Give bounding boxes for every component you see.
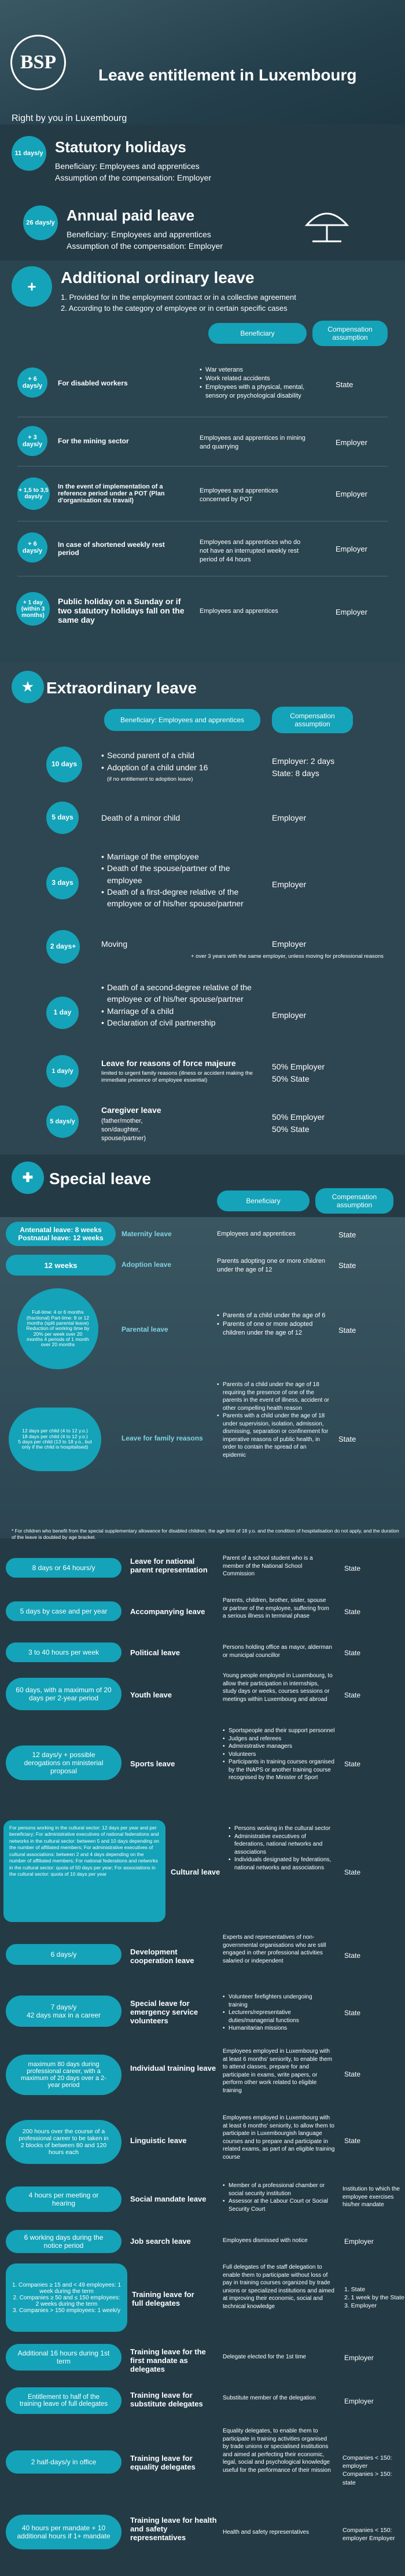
row-badge: 5 days/y bbox=[46, 1105, 79, 1138]
additional-row bbox=[0, 521, 405, 576]
row-beneficiary bbox=[223, 2182, 333, 2213]
extra-row bbox=[0, 845, 405, 920]
row-label: Training leave for full delegates bbox=[132, 2290, 194, 2307]
row-compensation: State bbox=[338, 1435, 356, 1443]
row-compensation: State bbox=[344, 1691, 361, 1699]
col-beneficiary-header: Beneficiary bbox=[217, 1190, 310, 1211]
row-label: Adoption leave bbox=[122, 1261, 172, 1269]
row-note: (if no entitlement to adoption leave) bbox=[107, 776, 193, 782]
extraordinary-title: Extraordinary leave bbox=[46, 679, 197, 697]
row-badge: 4 hours per meeting or hearing bbox=[6, 2187, 122, 2212]
row-label: Special leave for emergency service volunteers bbox=[130, 1999, 198, 2025]
row-beneficiary bbox=[217, 1381, 330, 1459]
extra-row bbox=[0, 1050, 405, 1097]
row-compensation: State bbox=[344, 2137, 361, 2145]
row-badge: 12 weeks bbox=[6, 1255, 116, 1276]
special-row bbox=[0, 2260, 405, 2335]
row-label: Political leave bbox=[130, 1648, 180, 1657]
col-beneficiary-header: Beneficiary bbox=[208, 323, 307, 344]
special-top-row bbox=[0, 1251, 405, 1280]
list-item: • Persons working in the cultural sector bbox=[229, 1825, 333, 1833]
row-compensation: 1. State 2. 1 week by the State 3. Employer bbox=[344, 2286, 404, 2310]
row-badge: + 1 day (within 3 months) bbox=[16, 592, 50, 626]
row-badge: Additional 16 hours during 1st term bbox=[6, 2344, 122, 2371]
row-beneficiary bbox=[223, 1993, 333, 2033]
row-compensation: State bbox=[344, 2009, 361, 2017]
row-beneficiary bbox=[200, 366, 315, 400]
col-beneficiary-header: Beneficiary: Employees and apprentices bbox=[104, 709, 260, 731]
row-badge: 3 to 40 hours per week bbox=[6, 1642, 122, 1662]
row-compensation: Employer: 2 days State: 8 days bbox=[272, 756, 335, 778]
row-compensation: 50% Employer 50% State bbox=[272, 1062, 325, 1083]
list-item: • Assessor at the Labour Court or Social Security Court bbox=[223, 2197, 333, 2213]
special-row bbox=[0, 1725, 405, 1811]
additional-title: Additional ordinary leave bbox=[61, 269, 255, 286]
annual-line2: Assumption of the compensation: Employer bbox=[67, 241, 223, 251]
special-top-row bbox=[0, 1377, 405, 1525]
page-title: Leave entitlement in Luxembourg bbox=[98, 66, 357, 84]
list-item: • Judges and referees bbox=[223, 1735, 336, 1743]
footnote: * For children who benefit from the special supplementary allowance for disabled children, the age limit of 18 y.o. and the condition of hospitalisation do not apply, and the duration of the leave is doubled by age bracket. bbox=[12, 1528, 399, 1541]
list-item: • Administrative managers bbox=[223, 1743, 336, 1751]
row-compensation: State bbox=[336, 380, 354, 389]
row-compensation: Employer bbox=[336, 438, 367, 447]
special-row bbox=[0, 2110, 405, 2173]
special-list bbox=[0, 1551, 405, 2575]
statutory-section bbox=[0, 130, 405, 194]
row-compensation: Employer bbox=[344, 2354, 374, 2362]
row-badge: 12 days/y + possible derogations on ministerial proposal bbox=[6, 1745, 122, 1780]
row-beneficiary: Employees and apprentices in mining and quarrying bbox=[200, 435, 305, 450]
statutory-line1: Beneficiary: Employees and apprentices bbox=[55, 161, 200, 171]
row-label: Linguistic leave bbox=[130, 2136, 187, 2145]
row-compensation: State bbox=[338, 1261, 356, 1270]
list-item: • Marriage of the employee bbox=[101, 851, 263, 862]
row-items: Leave for reasons of force majeure bbox=[101, 1059, 236, 1068]
extraordinary-section bbox=[0, 663, 405, 1155]
row-compensation: State bbox=[344, 1649, 361, 1657]
row-compensation: State bbox=[344, 1608, 361, 1616]
row-badge: + 1,5 to 3,5 days/y bbox=[17, 477, 50, 510]
additional-note2: 2. According to the category of employee or in certain specific cases bbox=[61, 304, 288, 313]
list-item: • Marriage of a child bbox=[101, 1005, 263, 1017]
annual-title: Annual paid leave bbox=[67, 207, 195, 224]
row-beneficiary: Parents, children, brother, sister, spouse or partner of the employee, suffering from a serious illness in terminal phase bbox=[223, 1597, 329, 1619]
list-item: • Volunteers bbox=[223, 1751, 336, 1759]
special-row bbox=[0, 1638, 405, 1667]
special-row bbox=[0, 1930, 405, 1982]
list-item: • Parents of a child under the age of 6 bbox=[217, 1311, 327, 1320]
extra-row bbox=[0, 923, 405, 975]
row-label: Training leave for equality delegates bbox=[130, 2454, 196, 2471]
row-label: Maternity leave bbox=[122, 1230, 172, 1238]
list-item: • Participants in training courses organised by the INAPS or another training course recognised by the Minister of Sport bbox=[223, 1758, 336, 1782]
list-item: • Individuals designated by federations, national networks and associations bbox=[229, 1856, 333, 1872]
row-compensation: State bbox=[344, 1564, 361, 1572]
statutory-title: Statutory holidays bbox=[55, 138, 186, 156]
list-item: • Administrative executives of federations, national networks and associations bbox=[229, 1833, 333, 1857]
row-compensation: State bbox=[344, 2070, 361, 2078]
row-beneficiary: Employees and apprentices who do not have an interrupted weekly rest period of 44 hours bbox=[200, 539, 301, 563]
special-row bbox=[0, 2425, 405, 2500]
row-badge: 12 days per child (4 to 12 y.o.) 18 days per child (4 to 12 y.o.) 5 days per child (13 to 18 y.o., but only if the child is hospitalised) bbox=[9, 1408, 101, 1471]
row-compensation: Employer bbox=[272, 939, 307, 949]
list-item: • War veterans bbox=[200, 366, 315, 374]
row-beneficiary: Employees employed in Luxembourg with at least 6 months' seniority, to enable them to attend classes, prepare for and participate in exams, write papers, or perform other work related to eligible training bbox=[223, 2048, 333, 2094]
beach-umbrella-icon bbox=[301, 204, 353, 245]
row-label: In case of shortened weekly rest period bbox=[58, 541, 165, 557]
row-compensation: Employer bbox=[336, 490, 367, 498]
special-row bbox=[0, 2176, 405, 2222]
row-compensation: Employer bbox=[344, 2237, 374, 2246]
annual-badge: 26 days/y bbox=[23, 205, 58, 240]
row-compensation: Companies < 150: employer Employer bbox=[343, 2527, 395, 2542]
list-item: • Second parent of a child bbox=[101, 749, 263, 762]
extra-row bbox=[0, 1100, 405, 1149]
row-beneficiary: Employees and apprentices bbox=[217, 1230, 296, 1237]
row-compensation: Employer bbox=[344, 2397, 374, 2405]
additional-row bbox=[0, 353, 405, 417]
row-badge: 5 days by case and per year bbox=[6, 1601, 122, 1621]
row-beneficiary: Employees and apprentices concerned by POT bbox=[200, 487, 278, 503]
row-items: Death of a minor child bbox=[101, 813, 181, 822]
row-compensation: Employer bbox=[336, 608, 367, 616]
col-compensation-header: Compensation assumption bbox=[315, 1188, 393, 1214]
row-items bbox=[101, 851, 263, 909]
row-badge: Entitlement to half of the training leave of full delegates bbox=[6, 2387, 122, 2414]
row-beneficiary: Experts and representatives of non-governmental organisations who are still engaged in other professional activities salaried or independent bbox=[223, 1934, 326, 1964]
row-beneficiary: Health and safety representatives bbox=[223, 2529, 309, 2535]
additional-row bbox=[0, 466, 405, 521]
row-badge: maximum 80 days during professional career, with a maximum of 20 days over a 2-year period bbox=[6, 2055, 122, 2095]
annual-section bbox=[0, 200, 405, 260]
special-icon: ✚ bbox=[12, 1162, 44, 1194]
page-subtitle: Right by you in Luxembourg bbox=[12, 113, 127, 123]
additional-row bbox=[0, 417, 405, 466]
special-row bbox=[0, 2503, 405, 2567]
row-label: Training leave for substitute delegates bbox=[130, 2391, 203, 2408]
special-top-row bbox=[0, 1285, 405, 1375]
row-badge: 7 days/y 42 days max in a career bbox=[6, 1996, 122, 2027]
special-row bbox=[0, 2043, 405, 2107]
row-beneficiary: Employees and apprentices bbox=[200, 608, 278, 615]
row-compensation: Employer bbox=[272, 813, 307, 822]
row-beneficiary bbox=[217, 1311, 327, 1337]
row-badge: Antenatal leave: 8 weeks Postnatal leave: 12 weeks bbox=[6, 1222, 116, 1246]
row-label: Individual training leave bbox=[130, 2064, 216, 2072]
row-label: Sports leave bbox=[130, 1759, 175, 1768]
row-beneficiary: Substitute member of the delegation bbox=[223, 2395, 316, 2401]
row-badge: 2 half-days/y in office bbox=[6, 2450, 122, 2474]
header-banner bbox=[0, 0, 405, 124]
additional-section bbox=[0, 260, 405, 663]
row-beneficiary: Delegate elected for the 1st time bbox=[223, 2354, 306, 2360]
row-beneficiary bbox=[229, 1825, 333, 1872]
row-beneficiary: Persons holding office as mayor, alderman or municipal councillor bbox=[223, 1644, 332, 1659]
row-label: Cultural leave bbox=[171, 1868, 220, 1876]
special-row bbox=[0, 1551, 405, 1592]
list-item: • Adoption of a child under 16 bbox=[101, 762, 263, 774]
row-label: Accompanying leave bbox=[130, 1607, 205, 1616]
row-compensation: Employer bbox=[272, 880, 307, 889]
row-label: Job search leave bbox=[130, 2237, 191, 2246]
row-badge: + 6 days/y bbox=[17, 532, 47, 563]
statutory-line2: Assumption of the compensation: Employer bbox=[55, 173, 212, 182]
row-beneficiary: Full delegates of the staff delegation to enable them to participate without loss of pay in training courses organized by trade unions or specialized institutions and aimed at improving their economic, social and technical knowledge bbox=[223, 2264, 334, 2310]
row-badge: 200 hours over the course of a professional career to be taken in 2 blocks of between 80 and 120 hours each bbox=[6, 2120, 122, 2164]
list-item: • Sportspeople and their support personnel bbox=[223, 1727, 336, 1735]
row-label: Development cooperation leave bbox=[130, 1947, 194, 1965]
row-compensation: Institution to which the employee exercises his/her mandate bbox=[343, 2186, 400, 2208]
list-item: • Parents of one or more adopted children under the age of 12 bbox=[217, 1320, 327, 1337]
row-badge: 5 days bbox=[46, 802, 79, 834]
list-item: • Parents with a child under the age of 18 under supervision, isolation, admission, dismissing, separation or confinement for imperative reasons of public health, in order to contain the spread of an epidemic bbox=[217, 1412, 330, 1459]
extraordinary-icon: ★ bbox=[12, 671, 44, 703]
row-beneficiary: Equality delegates, to enable them to participate in training activities organised by trade unions or specialised institutions and aimed at perfecting their economic, legal, social and psychological knowledge useful for the performance of their mission bbox=[223, 2428, 331, 2474]
special-title: Special leave bbox=[49, 1170, 151, 1188]
list-item: • Death of a second-degree relative of the employee or of his/her spouse/partner bbox=[101, 982, 263, 1005]
row-badge: 10 days bbox=[46, 747, 82, 782]
row-badge: 2 days+ bbox=[46, 930, 80, 964]
row-compensation: Companies < 150: employer Companies > 150: state bbox=[343, 2454, 392, 2486]
special-row bbox=[0, 1594, 405, 1635]
row-badge: For persons working in the cultural sector: 12 days per year and per beneficiary; For administrative executives of national federations and networks in the cultural sector: between 5 and 10 days depending on the number of affiliated members; For administrative executives of cultural associations: between 2 and 4 days depending on the number of affiliated members; For national federations and networks in the cultural sector: quota of 50 days per year; For associations in the cultural sector: quota of 10 days per year bbox=[3, 1820, 165, 1922]
special-section bbox=[0, 1155, 405, 2576]
statutory-badge: 11 days/y bbox=[12, 136, 46, 171]
row-note: (father/mother, son/daughter, spouse/partner) bbox=[101, 1118, 146, 1142]
list-item: • Humanitarian missions bbox=[223, 2024, 333, 2033]
row-compensation: 50% Employer 50% State bbox=[272, 1112, 325, 1134]
row-label: Public holiday on a Sunday or if two statutory holidays fall on the same day bbox=[58, 597, 185, 624]
list-item: • Employees with a physical, mental, sensory or psychological disability bbox=[200, 383, 315, 400]
row-badge: + 6 days/y bbox=[17, 368, 47, 398]
row-label: Training leave for the first mandate as delegates bbox=[130, 2347, 206, 2373]
row-beneficiary: Young people employed in Luxembourg, to allow their participation in internships, study days or weeks, courses sessions or meetings within Luxembourg and abroad bbox=[223, 1673, 333, 1703]
special-row bbox=[0, 1814, 405, 1927]
row-badge: 6 days/y bbox=[6, 1944, 122, 1965]
row-note: + over 3 years with the same employer, unless moving for professional reasons bbox=[191, 953, 384, 960]
special-top-row bbox=[0, 1219, 405, 1248]
col-compensation-header: Compensation assumption bbox=[272, 707, 353, 733]
list-item: • Death of the spouse/partner of the employee bbox=[101, 862, 263, 886]
row-items bbox=[101, 982, 263, 1028]
row-badge: 1. Companies ≥ 15 and < 49 employees: 1 week during the term 2. Companies ≥ 50 and ≤ 150 employees: 2 weeks during the term 3. Companies > 150 employees: 1 week/y bbox=[6, 2263, 127, 2332]
additional-row bbox=[0, 576, 405, 651]
special-row bbox=[0, 2225, 405, 2257]
extra-row bbox=[0, 796, 405, 842]
row-beneficiary: Parents adopting one or more children under the age of 12 bbox=[217, 1258, 326, 1273]
row-label: Youth leave bbox=[130, 1691, 172, 1699]
list-item: • Volunteer firefighters undergoing training bbox=[223, 1993, 333, 2009]
row-badge: 8 days or 64 hours/y bbox=[6, 1558, 122, 1578]
row-compensation: State bbox=[344, 1868, 361, 1876]
row-badge: 1 day bbox=[46, 997, 79, 1029]
additional-note1: 1. Provided for in the employment contract or in a collective agreement bbox=[61, 293, 296, 302]
row-label: For the mining sector bbox=[58, 437, 129, 445]
row-badge: 3 days bbox=[46, 867, 79, 899]
row-label: Leave for family reasons bbox=[122, 1434, 203, 1442]
row-compensation: Employer bbox=[336, 545, 367, 553]
row-badge: 60 days, with a maximum of 20 days per 2-year period bbox=[6, 1678, 122, 1710]
row-beneficiary: Parent of a school student who is a member of the National School Commission bbox=[223, 1555, 313, 1577]
additional-icon: + bbox=[12, 266, 52, 307]
list-item: • Lecturers/representative duties/managerial functions bbox=[223, 2009, 333, 2024]
special-row bbox=[0, 2338, 405, 2379]
special-row bbox=[0, 1670, 405, 1722]
special-row bbox=[0, 2382, 405, 2422]
list-item: • Parents of a child under the age of 18 requiring the presence of one of the parents in the event of illness, accident or other compelling health reason bbox=[217, 1381, 330, 1412]
extra-row bbox=[0, 738, 405, 793]
row-badge: Full-time: 4 or 6 months (fractional) Part-time: 8 or 12 months (split parental leave) Reduction of working time by 20% per week over 20 months 4 periods of 1 month over 20 months bbox=[17, 1288, 98, 1369]
row-compensation: Employer bbox=[272, 1010, 307, 1020]
extra-row bbox=[0, 978, 405, 1048]
row-label: Social mandate leave bbox=[130, 2195, 207, 2203]
list-item: • Work related accidents bbox=[200, 374, 315, 383]
special-row bbox=[0, 1985, 405, 2040]
list-item: • Death of a first-degree relative of the employee or of his/her spouse/partner bbox=[101, 886, 263, 910]
row-items bbox=[101, 749, 263, 774]
list-item: • Declaration of civil partnership bbox=[101, 1017, 263, 1028]
annual-line1: Beneficiary: Employees and apprentices bbox=[67, 230, 211, 239]
row-compensation: State bbox=[344, 1760, 361, 1768]
row-items: Caregiver leave bbox=[101, 1105, 161, 1115]
row-note: limited to urgent family reasons (illness or accident making the immediate presence of employee essential) bbox=[101, 1070, 253, 1084]
row-badge: + 3 days/y bbox=[17, 426, 47, 456]
row-beneficiary: Employees dismissed with notice bbox=[223, 2237, 308, 2244]
row-badge: 6 working days during the notice period bbox=[6, 2230, 122, 2253]
row-compensation: State bbox=[344, 1952, 361, 1960]
row-badge: 40 hours per mandate + 10 additional hours if 1+ mandate bbox=[6, 2515, 122, 2549]
logo: BSP bbox=[10, 35, 66, 90]
row-compensation: State bbox=[338, 1230, 356, 1239]
row-label: Leave for national parent representation bbox=[130, 1557, 208, 1574]
list-item: • Member of a professional chamber or social security institution bbox=[223, 2182, 333, 2197]
row-beneficiary bbox=[223, 1727, 336, 1782]
row-compensation: State bbox=[338, 1326, 356, 1335]
row-label: For disabled workers bbox=[58, 379, 128, 387]
row-label: In the event of implementation of a reference period under a POT (Plan d'organisation du travail) bbox=[58, 483, 165, 504]
row-items: Moving bbox=[101, 939, 128, 949]
row-label: Parental leave bbox=[122, 1325, 168, 1333]
row-badge: 1 day/y bbox=[46, 1055, 79, 1087]
row-label: Training leave for health and safety representatives bbox=[130, 2516, 217, 2542]
col-compensation-header: Compensation assumption bbox=[312, 321, 388, 346]
row-beneficiary: Employees employed in Luxembourg with at least 6 months' seniority, to allow them to participate in Luxembourgish language courses and to prepare and participate in related exams, as part of an eligible training course bbox=[223, 2115, 335, 2160]
